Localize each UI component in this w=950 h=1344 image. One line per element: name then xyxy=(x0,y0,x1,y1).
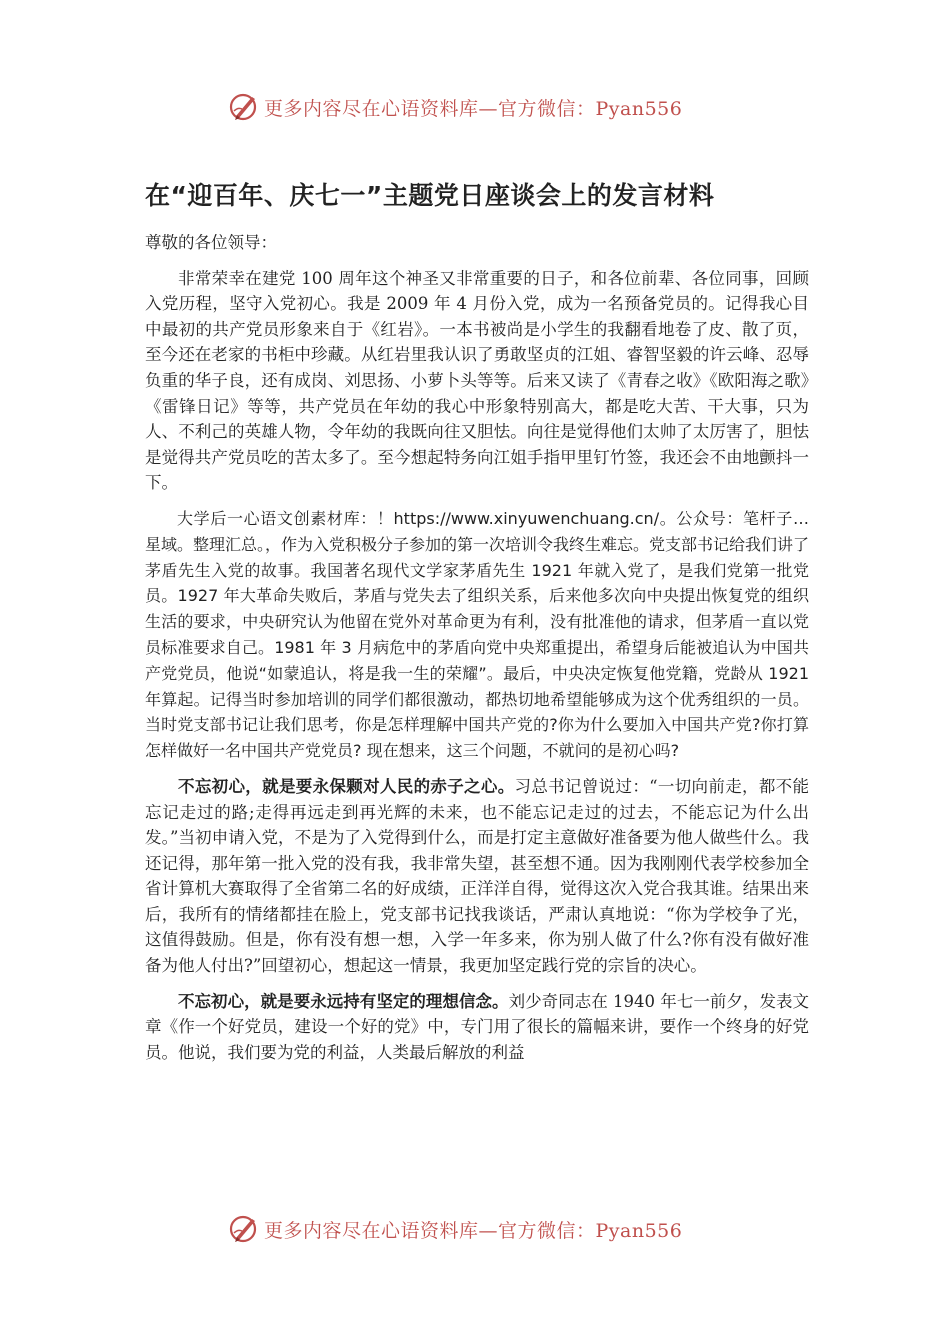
watermark-footer xyxy=(228,1212,748,1246)
document-body xyxy=(145,230,809,1075)
watermark-text: 更多内容尽在心语资料库—官方微信：Pyan556 xyxy=(264,1219,683,1242)
watermark-text: 更多内容尽在心语资料库—官方微信：Pyan556 xyxy=(264,97,683,120)
paragraph xyxy=(145,774,809,979)
paragraph-text: 刘少奇同志在 1940 年七一前夕，发表文章《作一个好党员，建设一个好的党》中，专门用了很长的篇幅来讲，要作一个终身的好党员。他说，我们要为党的利益，人类最后解放的利益 xyxy=(145,991,810,1062)
paragraph xyxy=(145,506,809,764)
watermark-header xyxy=(228,90,748,124)
paragraph-text: 大学后一心语文创素材库：！https://www.xinyuwenchuang.cn/。公众号：笔杆子…星域。整理汇总。，作为入党积极分子参加的第一次培训令我终生难忘。党支部书记给我们讲了茅盾先生入党的故事。我国著名现代文学家茅盾先生 1921 年就入党了，是我们党第一批党员。1927 年大革命失败后，茅盾与党失去了组织关系，后来他多次向中央提出恢复党的组织生活的要求，中央研究认为他留在党外对革命更为有利，没有批准他的请求，但茅盾一直以党员标准要求自己。1981 年 3 月病危中的茅盾向党中央郑重提出，希望身后能被追认为中国共产党党员，他说“如蒙追认，将是我一生的荣耀”。最后，中央决定恢复他党籍，党龄从 1921 年算起。记得当时参加培训的同学们都很激动，都热切地希望能够成为这个优秀组织的一员。当时党支部书记让我们思考，你是怎样理解中国共产党的?你为什么要加入中国共产党?你打算怎样做好一名中国共产党党员? 现在想来，这三个问题，不就问的是初心吗? xyxy=(145,508,810,761)
salutation: 尊敬的各位领导： xyxy=(145,233,277,252)
quill-pen-logo-icon xyxy=(228,91,260,123)
paragraph-text: 非常荣幸在建党 100 周年这个神圣又非常重要的日子，和各位前辈、各位同事，回顾入党历程，坚守入党初心。我是 2009 年 4 月份入党，成为一名预备党员的。记得我心目中最初的共产党员形象来自于《红岩》。一本书被尚是小学生的我翻看地卷了皮、散了页，至今还在老家的书柜中珍藏。从红岩里我认识了勇敢坚贞的江姐、睿智坚毅的许云峰、忍辱负重的华子良，还有成岗、刘思扬、小萝卜头等等。后来又读了《青春之收》《欧阳海之歌》《雷锋日记》等等，共产党员在年幼的我心中形象特别高大，都是吃大苦、干大事，只为人、不利己的英雄人物，令年幼的我既向往又胆怯。向往是觉得他们太帅了太厉害了，胆怯是觉得共产党员吃的苦太多了。至今想起特务向江姐手指甲里钉竹签，我还会不由地颤抖一下。 xyxy=(145,268,809,493)
paragraph xyxy=(145,989,809,1066)
document-title: 在“迎百年、庆七一”主题党日座谈会上的发言材料 xyxy=(145,181,715,210)
paragraph xyxy=(145,266,809,496)
quill-pen-logo-icon xyxy=(228,1213,260,1245)
paragraph-text: 习总书记曾说过：“一切向前走，都不能忘记走过的路;走得再远走到再光辉的未来，也不能忘记走过的过去，不能忘记为什么出发。”当初申请入党，不是为了入党得到什么，而是打定主意做好准备要为他人做些什么。我还记得，那年第一批入党的没有我，我非常失望，甚至想不通。因为我刚刚代表学校参加全省计算机大赛取得了全省第二名的好成绩，正洋洋自得，觉得这次入党合我其谁。结果出来后，我所有的情绪都挂在脸上，党支部书记找我谈话，严肃认真地说：“你为学校争了光，这值得鼓励。但是，你有没有想一想，入学一年多来，你为别人做了什么?你有没有做好准备为他人付出?”回望初心，想起这一情景，我更加坚定践行党的宗旨的决心。 xyxy=(145,776,810,976)
paragraph-lead: 不忘初心，就是要永保颗对人民的赤子之心。 xyxy=(178,776,515,796)
paragraph-lead: 不忘初心，就是要永远持有坚定的理想信念。 xyxy=(178,991,509,1011)
